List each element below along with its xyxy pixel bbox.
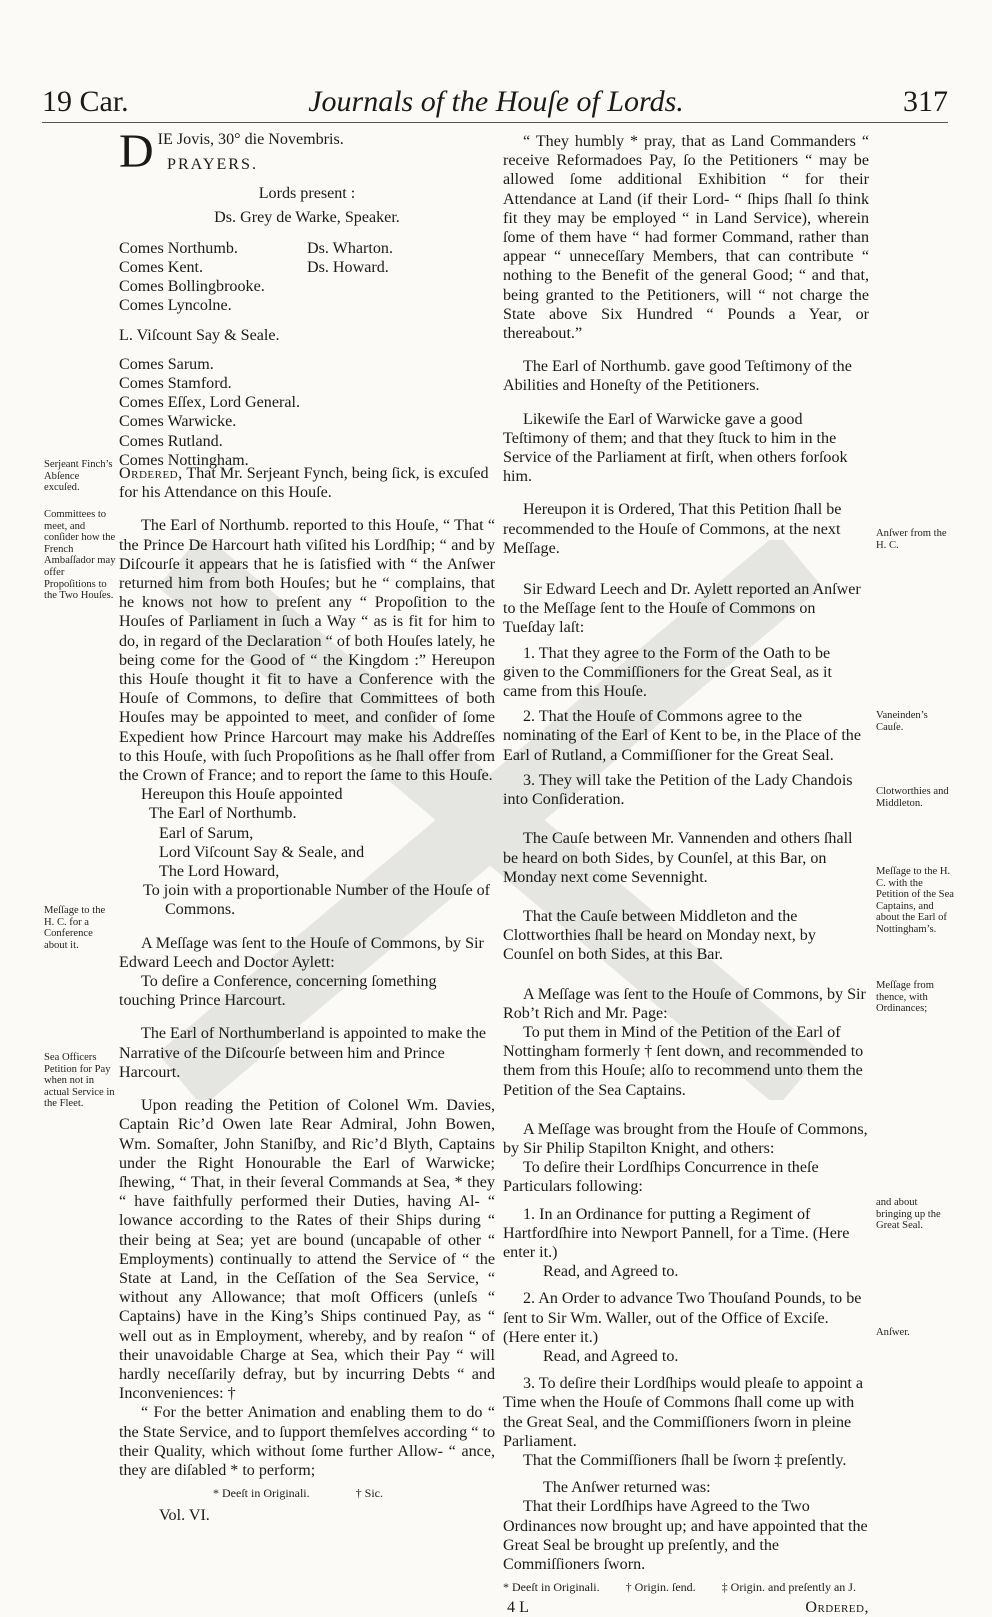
lord-entry: Comes Lyncolne. <box>119 297 232 315</box>
commissioners-sworn: That the Commiſſioners ſhall be ſworn ‡ preſently. <box>523 1451 847 1469</box>
appointed-line: Hereupon this Houſe appointed <box>141 786 343 804</box>
catchword: Ordered, <box>805 1599 869 1617</box>
lord-entry: Ds. Wharton. <box>307 239 393 257</box>
message-conference-purpose: To deſire a Conference, concerning ſomething touching Prince Harcourt. <box>119 973 437 1010</box>
header-rule <box>42 122 948 123</box>
lord-entry: Comes Northumb. <box>119 239 238 257</box>
lord-entry: Comes Bollingbrooke. <box>119 278 265 296</box>
lord-entry: Comes Stamford. <box>119 375 232 393</box>
page-foot <box>503 1598 869 1617</box>
margin-note-message-conference: Meſſage to the H. C. for a Conference about it. <box>44 905 106 951</box>
order-agreed: Read, and Agreed to. <box>543 1347 679 1365</box>
margin-note-vaneinden: Vaneinden’s Cauſe. <box>876 710 928 733</box>
petition-text-2: “ For the better Animation and enabling them to do “ the State Service, and to ſupport themſelves according “ to their Quality, which without ſome further Allow- “ ance, they are diſabled * to perform; <box>119 1404 495 1479</box>
margin-note-answer-commons: Anſwer from the H. C. <box>876 528 947 551</box>
page-number: 317 <box>903 85 948 118</box>
committee-member: Earl of Sarum, <box>159 824 254 842</box>
lord-entry: Comes Sarum. <box>119 355 214 373</box>
margin-note-committees: Committees to meet, and conſider how the French Ambaſſador may offer Propoſitions to the Two Houſes. <box>44 509 116 602</box>
date-text: IE Jovis, 30° die Novembris. <box>157 131 344 148</box>
message-to-commons-purpose: To put them in Mind of the Petition of the Earl of Nottingham formerly † ſent down, and recommended to them from this Houſe; alſo to recommend unto them the Petition of the Sea Captains. <box>503 1023 864 1099</box>
ordered-lead: Ordered, <box>119 465 183 482</box>
lord-entry: Ds. Howard. <box>307 259 389 277</box>
committee-list <box>119 804 495 881</box>
margin-note-sea-officers: Sea Officers Petition for Pay when not in actual Service in the Fleet. <box>44 1052 115 1110</box>
margin-note-great-seal: and about bringing up the Great Seal. <box>876 1197 941 1232</box>
northumb-testimony: The Earl of Northumb. gave good Teſtimony of the Abilities and Honeſty of the Petitioners. <box>503 358 852 395</box>
footnote: † Origin. ſend. <box>625 1580 696 1595</box>
lord-entry: Comes Kent. <box>119 259 204 277</box>
footnote: ‡ Origin. and preſently an J. <box>721 1580 856 1595</box>
northumb-report: The Earl of Northumb. reported to this Houſe, “ That “ the Prince De Harcourt hath viſited his Lordſhip; “ and by Diſcourſe it appears that he is ſatisfied with “ the Anſwer returned him from both Houſes; but he “ complains, that he knows not how to preſent any “ Propoſition to the Houſes of Parliament in ſuch a Way “ as is fit for him to do, in regard of the Declaration “ of both Houſes lately, he being come for the Good of “ the Kingdom :” Hereupon this Houſe thought it fit to have a Conference with the Houſe of Commons, to deſire that Committees of both Houſes may be appointed to meet, and conſider of ſome Expedient how Prince Harcourt may make his Addreſſes to this Houſe, with ſuch Propoſitions as he ſhall offer from the Crown of France; and to report the ſame to this Houſe. <box>119 517 495 785</box>
answer-item: 3. They will take the Petition of the Lady Chandois into Conſideration. <box>503 771 853 809</box>
drop-cap: D <box>119 125 154 178</box>
order-vannenden: The Cauſe between Mr. Vannenden and others ſhall be heard on both Sides, by Counſel, at this Bar, on Monday next come Sevennight. <box>503 830 853 886</box>
signature-mark: 4 L <box>507 1599 529 1617</box>
great-seal-item: 3. To deſire their Lordſhips would pleaſe to appoint a Time when the Houſe of Commons ſhall come up with the Great Seal, and the Commiſſioners ſworn in pleine Parliament. <box>503 1375 864 1450</box>
warwick-testimony: Likewiſe the Earl of Warwicke gave a good Teſtimony of them; and that they ſtuck to him in the Service of the Parliament at firſt, when others forſook him. <box>503 410 848 486</box>
right-footnotes <box>503 1580 869 1594</box>
answer-returned: The Anſwer returned was: <box>543 1479 711 1497</box>
left-footnotes <box>119 1486 495 1500</box>
footnote: * Deeſt in Originali. <box>213 1486 310 1501</box>
speaker-line: Ds. Grey de Warke, Speaker. <box>214 208 400 226</box>
footnote: * Deeſt in Originali. <box>503 1580 600 1595</box>
margin-note-message-ordinances: Meſſage from thence, with Ordinances; <box>876 980 934 1015</box>
ordinance-agreed: Read, and Agreed to. <box>543 1263 679 1281</box>
join-line: To join with a proportionable Number of the Houſe of Commons. <box>143 882 491 919</box>
margin-note-finch: Serjeant Finch’s Abſence excuſed. <box>44 459 113 494</box>
left-column <box>119 125 495 470</box>
message-conference: A Meſſage was ſent to the Houſe of Commons, by Sir Edward Leech and Doctor Aylett: <box>119 934 484 971</box>
order-item: 2. An Order to advance Two Thouſand Pounds, to be ſent to Sir Wm. Waller, out of the Office of Exciſe. (Here enter it.) <box>503 1290 862 1346</box>
right-column <box>503 132 869 1617</box>
message-from-commons-purpose: To deſire their Lordſhips Concurrence in theſe Particulars following: <box>503 1159 819 1196</box>
committee-member: Lord Viſcount Say & Seale, and <box>159 843 365 861</box>
lords-list-col2 <box>307 239 393 316</box>
lord-entry: Comes Nottingham. <box>119 451 249 469</box>
petition-recommended: Hereupon it is Ordered, That this Petition ſhall be recommended to the Houſe of Commons, at the next Meſſage. <box>503 501 842 557</box>
lord-entry: Comes Warwicke. <box>119 413 237 431</box>
order-finch <box>119 464 495 502</box>
committee-member: The Lord Howard, <box>159 863 280 881</box>
running-title-text: Journals of the Houſe of Lords. <box>308 85 684 118</box>
order-middleton: That the Cauſe between Middleton and the Clottworthies ſhall be heard on Monday next, by Counſel on both Sides, at this Bar. <box>503 907 816 964</box>
margin-note-clotworthies: Clotworthies and Middleton. <box>876 786 949 809</box>
answer-item: 1. That they agree to the Form of the Oath to be given to the Commiſſioners for the Great Seal, as it came from this Houſe. <box>503 644 832 701</box>
lords-list-2 <box>119 355 495 470</box>
message-to-commons: A Meſſage was ſent to the Houſe of Commons, by Sir Rob’t Rich and Mr. Page: <box>503 985 866 1022</box>
prayers-heading: PRAYERS. <box>167 156 258 174</box>
answer-text: That their Lordſhips have Agreed to the Two Ordinances now brought up; and have appointed that the Great Seal be brought up preſently, and the Commiſſioners ſworn. <box>503 1498 868 1573</box>
lords-list-1 <box>119 239 495 316</box>
petition-prayer: “ They humbly * pray, that as Land Commanders “ receive Reformadoes Pay, ſo the Petitioners “ may be allowed ſome additional Exhibition “ for their Attendance at Land (if their Lord- “ ſhips ſhall ſo think fit they may be employed “ in Land Service), wherein ſome of them have “ had former Command, rather than appear “ unneceſſary Members, that can contribute “ nothing to the Benefit of the general Good; “ and that, being granted to the Petitioners, will “ not charge the State above Six Hundred “ Pounds a Year, or thereabout.” <box>503 133 869 343</box>
ordinance-item: 1. In an Ordinance for putting a Regiment of Hartfordſhire into Newport Pannell, for a Time. (Here enter it.) <box>503 1205 850 1261</box>
running-title <box>0 86 992 118</box>
petition-text: Upon reading the Petition of Colonel Wm. Davies, Captain Ric’d Owen late Rear Admiral, John Bowen, Wm. Somaſter, John Staniſby, and Ric’d Blyth, Captains under the Right Honourable the Earl of Warwicke; ſhewing, “ That, in their ſeveral Commands at Sea, * they “ have faithfully performed their Duties, having Al- “ lowance according to the Rates of their Ships during “ their being at Sea; yet are bound (uncapable of other “ Employments) continually to attend the Service of “ the State at Land, in the Ceſſation of the Sea Service, “ without any Allowance; that moſt Officers (unleſs “ Captains) have in the King’s Ships continued Pay, as “ well out as in Employment, whereby, and by reaſon “ of their unavoidable Charge at Sea, which their Pay “ will hardly neceſſarily defray, but by incurring Debts “ and Inconveniences: † <box>119 1097 495 1403</box>
margin-note-message-sea-captains: Meſſage to the H. C. with the Petition of the Sea Captains, and about the Earl of Nottingham’s. <box>876 866 954 935</box>
volume-signature: Vol. VI. <box>159 1507 210 1525</box>
viscount-line: L. Viſcount Say & Seale. <box>119 326 280 344</box>
lord-entry: Comes Eſſex, Lord General. <box>119 394 300 412</box>
footnote: † Sic. <box>355 1486 383 1501</box>
left-column-body <box>119 464 495 1525</box>
message-from-commons: A Meſſage was brought from the Houſe of Commons, by Sir Philip Stapilton Knight, and others: <box>503 1120 868 1157</box>
lords-list-col1 <box>119 239 307 316</box>
order-finch-text: That Mr. Serjeant Fynch, being ſick, is excuſed for his Attendance on this Houſe. <box>119 465 489 502</box>
regnal-year: 19 Car. <box>42 85 129 118</box>
committee-member: The Earl of Northumb. <box>149 805 297 823</box>
lord-entry: Comes Rutland. <box>119 432 223 450</box>
lords-present-heading: Lords present : <box>258 185 356 203</box>
narrative-appointment: The Earl of Northumberland is appointed to make the Narrative of the Diſcourſe between him and Prince Harcourt. <box>119 1025 487 1081</box>
answer-report: Sir Edward Leech and Dr. Aylett reported an Anſwer to the Meſſage ſent to the Houſe of Commons on Tueſday laſt: <box>503 581 861 637</box>
margin-note-answer: Anſwer. <box>876 1327 910 1338</box>
answer-item: 2. That the Houſe of Commons agree to the nominating of the Earl of Kent to be, in the Place of the Earl of Rutland, a Commiſſioner for the Great Seal. <box>503 708 861 764</box>
